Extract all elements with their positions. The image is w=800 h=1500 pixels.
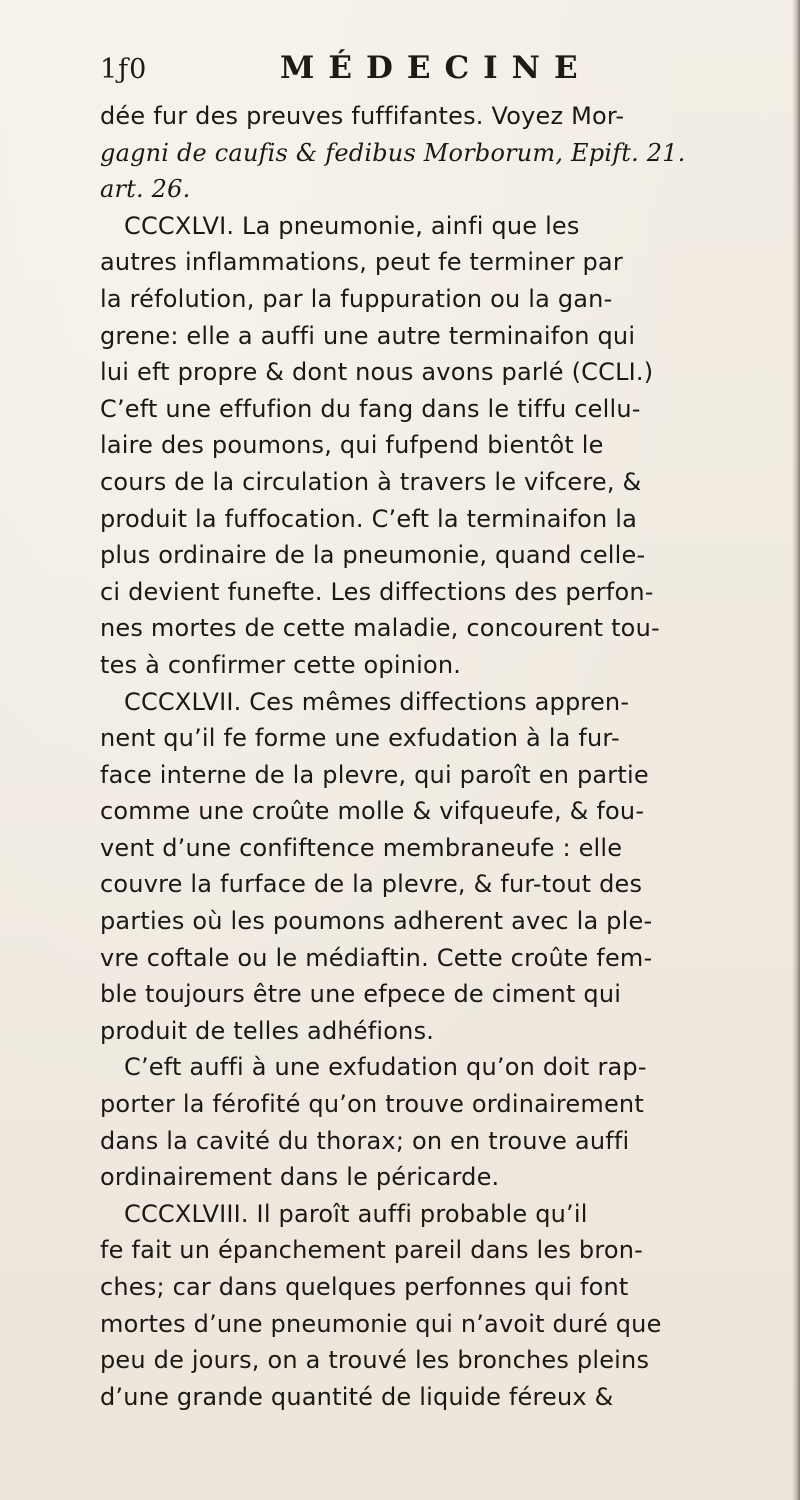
text-line: CCCXLVII. Ces mêmes diffections appren-: [124, 687, 630, 716]
text-line: fe fait un épanchement pareil dans les bron-: [100, 1236, 644, 1265]
text-line: vre coftale ou le médiaftin. Cette croûte fem-: [100, 943, 653, 972]
text-line: peu de jours, on a trouvé les bronches pleins: [100, 1346, 650, 1375]
text-line: comme une croûte molle & vifqueufe, & fou-: [100, 797, 645, 826]
text-line: plus ordinaire de la pneumonie, quand celle-: [100, 541, 646, 570]
text-line: CCCXLVIII. Il paroît auffi probable qu’il: [124, 1199, 588, 1228]
text-line: tes à confirmer cette opinion.: [100, 650, 462, 679]
text-line: ches; car dans quelques perfonnes qui font: [100, 1273, 629, 1301]
text-line: grene: elle a auffi une autre terminaifon qui: [100, 321, 636, 350]
text-line: ordinairement dans le péricarde.: [100, 1163, 500, 1192]
text-line: gagni de caufis & fedibus Morborum, Epift. 21.: [100, 138, 686, 167]
text-line: vent d’une confiftence membraneufe : elle: [100, 833, 623, 862]
text-line: mortes d’une pneumonie qui n’avoit duré que: [100, 1309, 662, 1338]
text-line: laire des poumons, qui fufpend bientôt le: [100, 431, 604, 460]
text-line: porter la férofité qu’on trouve ordinairement: [100, 1090, 644, 1119]
text-line: CCCXLVI. La pneumonie, ainfi que les: [124, 211, 580, 240]
text-line: face interne de la plevre, qui paroît en partie: [100, 760, 649, 789]
text-line: d’une grande quantité de liquide féreux &: [100, 1382, 614, 1411]
text-line: autres inflammations, peut fe terminer par: [100, 248, 623, 277]
text-line: parties où les poumons adherent avec la ple-: [100, 907, 653, 936]
text-line: art. 26.: [100, 175, 191, 204]
page-number: 1ƒ0: [100, 54, 148, 85]
text-line: C’eft auffi à une exfudation qu’on doit rap-: [124, 1053, 647, 1082]
text-line: produit de telles adhéfions.: [100, 1016, 435, 1045]
page-edge-shadow: [792, 0, 800, 1500]
text-line: dée fur des preuves fuffifantes. Voyez Mor-: [100, 102, 625, 130]
text-line: lui eft propre & dont nous avons parlé (CCLI.): [100, 358, 654, 387]
text-line: C’eft une effufion du fang dans le tiffu cellu-: [100, 394, 641, 423]
text-line: la réfolution, par la fuppuration ou la gan-: [100, 284, 613, 313]
text-line: nent qu’il fe forme une exfudation à la fur-: [100, 724, 620, 753]
text-line: cours de la circulation à travers le vifcere, &: [100, 467, 642, 496]
text-line: couvre la furface de la plevre, & fur-tout des: [100, 870, 643, 899]
text-line: dans la cavité du thorax; on en trouve auffi: [100, 1126, 630, 1155]
page-header: [100, 44, 780, 94]
text-line: ci devient funefte. Les diffections des perfon-: [100, 577, 654, 606]
running-head: MÉDECINE: [280, 50, 592, 86]
text-line: ble toujours être une efpece de ciment qui: [100, 980, 622, 1009]
text-line: produit la fuffocation. C’eft la terminaifon la: [100, 504, 638, 533]
body-text: [100, 98, 790, 1415]
text-line: nes mortes de cette maladie, concourent tou-: [100, 614, 660, 643]
